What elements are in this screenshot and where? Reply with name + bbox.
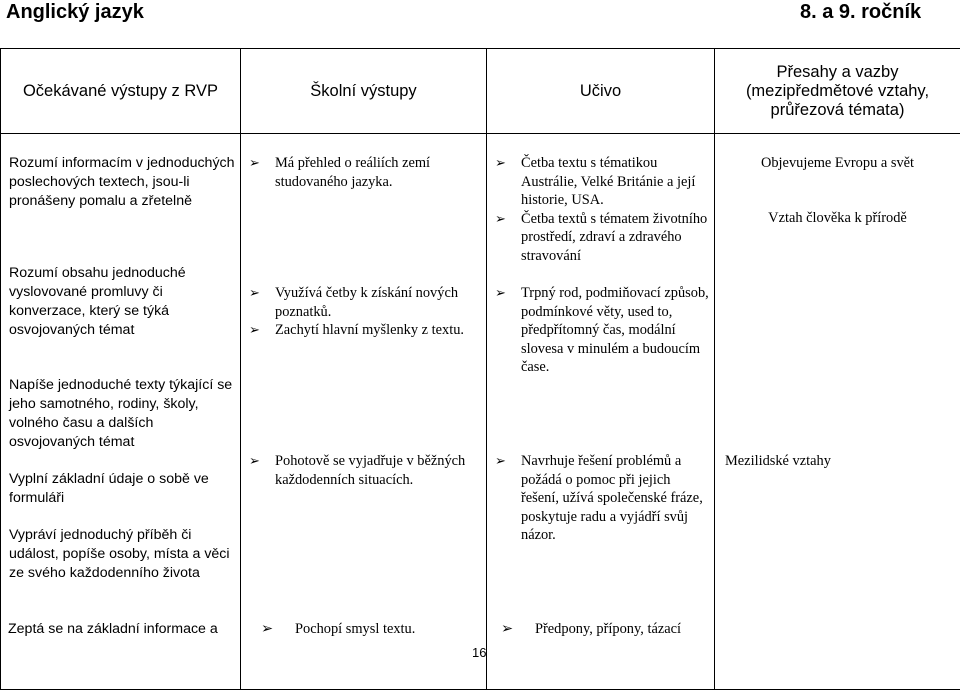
school-outcomes-list-3 xyxy=(241,452,486,489)
list-item: Vztah člověka k přírodě xyxy=(715,209,960,228)
arrow-bullet-icon: ➢ xyxy=(495,210,506,229)
table-header-row xyxy=(1,49,960,134)
continued-c3: Předpony, přípony, tázací xyxy=(535,620,681,639)
curriculum-list-2 xyxy=(487,284,714,377)
list-item: ➢ Má přehled o reáliích zemí studovaného jazyka. xyxy=(241,154,486,191)
arrow-bullet-icon: ➢ xyxy=(495,154,506,173)
table-row xyxy=(1,134,960,690)
header-c4-line2: (mezipředmětové vztahy, xyxy=(746,82,929,100)
arrow-bullet-icon: ➢ xyxy=(249,284,260,303)
cell-expected-outcomes xyxy=(1,134,241,690)
list-item: ➢ Zachytí hlavní myšlenky z textu. xyxy=(241,321,486,340)
header-curriculum: Učivo xyxy=(487,49,715,134)
cell-cross-curricular xyxy=(715,134,960,690)
grade-title: 8. a 9. ročník xyxy=(800,1,921,24)
continued-row xyxy=(0,620,960,640)
curriculum-table xyxy=(0,48,960,690)
page-number: 16 xyxy=(472,645,486,660)
cell-curriculum xyxy=(487,134,715,690)
continued-c3-arrow-icon: ➢ xyxy=(501,620,513,639)
school-outcomes-list-2 xyxy=(241,284,486,340)
school-outcomes-list-1 xyxy=(241,154,486,191)
page-header xyxy=(0,0,960,26)
curriculum-list-3 xyxy=(487,452,714,545)
list-item: ➢ Četba textu s tématikou Austrálie, Velké Británie a její historie, USA. xyxy=(487,154,714,210)
cell-school-outcomes xyxy=(241,134,487,690)
continued-c2-arrow-icon: ➢ xyxy=(261,620,273,639)
curriculum-list-1 xyxy=(487,154,714,265)
list-item: Napíše jednoduché texty týkající se jeho samotného, rodiny, školy, volného času a dalších osvojovaných témat xyxy=(1,376,240,452)
list-item: ➢ Trpný rod, podmiňovací způsob, podmínkové věty, used to, předpřítomný čas, modální slovesa v minulém a budoucím čase. xyxy=(487,284,714,377)
arrow-bullet-icon: ➢ xyxy=(249,321,260,340)
list-item: Vyplní základní údaje o sobě ve formuláři xyxy=(1,470,240,508)
arrow-bullet-icon: ➢ xyxy=(495,284,506,303)
list-item: ➢ Využívá četby k získání nových poznatků. xyxy=(241,284,486,321)
header-school-outcomes: Školní výstupy xyxy=(241,49,487,134)
list-item: Vypráví jednoduchý příběh či událost, popíše osoby, místa a věci ze svého každodenního života xyxy=(1,526,240,583)
list-item: Mezilidské vztahy xyxy=(715,452,960,471)
list-item: ➢ Četba textů s tématem životního prostředí, zdraví a zdravého stravování xyxy=(487,210,714,266)
arrow-bullet-icon: ➢ xyxy=(249,452,260,471)
list-item: Rozumí obsahu jednoduché vyslovované promluvy či konverzace, který se týká osvojovaných témat xyxy=(1,264,240,340)
list-item: ➢ Pohotově se vyjadřuje v běžných každodenních situacích. xyxy=(241,452,486,489)
list-item: Rozumí informacím v jednoduchých poslechových textech, jsou-li pronášeny pomalu a zřetelně xyxy=(1,154,240,211)
header-c4-line3: průřezová témata) xyxy=(771,101,905,119)
continued-c1: Zeptá se na základní informace a xyxy=(8,620,218,639)
header-expected-outcomes: Očekávané výstupy z RVP xyxy=(1,49,241,134)
arrow-bullet-icon: ➢ xyxy=(249,154,260,173)
subject-title: Anglický jazyk xyxy=(6,1,144,24)
list-item: Objevujeme Evropu a svět xyxy=(715,154,960,173)
header-cross-curricular xyxy=(715,49,960,134)
continued-c2: Pochopí smysl textu. xyxy=(295,620,415,639)
header-c4-line1: Přesahy a vazby xyxy=(777,63,899,81)
list-item: ➢ Navrhuje řešení problémů a požádá o pomoc při jejich řešení, užívá společenské fráze, poskytuje radu a vyjádří svůj názor. xyxy=(487,452,714,545)
arrow-bullet-icon: ➢ xyxy=(495,452,506,471)
